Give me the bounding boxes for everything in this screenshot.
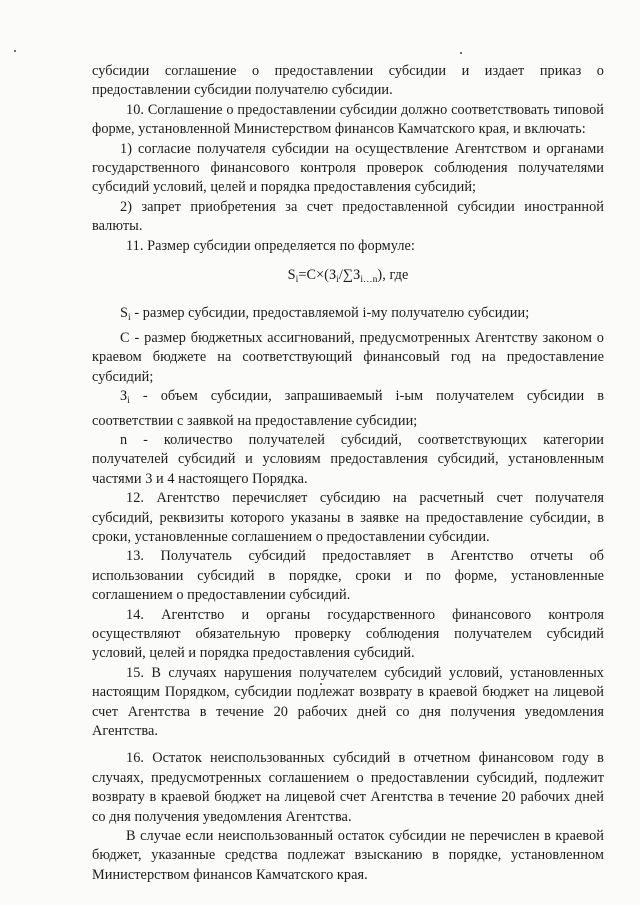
- paragraph-11: 11. Размер субсидии определяется по формуле:: [126, 237, 415, 254]
- paragraph-10-item-1: 1) согласие получателя субсидии на осуществление Агентством и органами государственного финансового контроля проверок соблюдения получателями субсидий условий, целей и порядка предоставления субсидий;: [92, 140, 604, 196]
- document-body: [92, 62, 604, 885]
- paragraph-13: 13. Получатель субсидий предоставляет в Агентство отчеты об использовании субсидий в порядке, сроки и по форме, установленные соглашением о предоставлении субсидий.: [92, 548, 604, 604]
- definition-s: [92, 304, 604, 328]
- formula-z-sub: i: [336, 275, 339, 286]
- def-z-symbol: З: [120, 388, 128, 405]
- def-s-symbol: S: [120, 305, 129, 322]
- definition-n: n - количество получателей субсидий, соответствующих категории получателей субсидий и условиям предоставления субсидий, установленным частями 3 и 4 настоящего Порядка.: [92, 431, 604, 487]
- def-z-text: - объем субсидии, запрашиваемый i-ым получателем субсидии в соответствии с заявкой на предоставление субсидии;: [92, 388, 604, 429]
- formula-mid: /∑З: [338, 267, 361, 284]
- paragraph-16: 16. Остаток неиспользованных субсидий в отчетном финансовом году в случаях, предусмотренных соглашением о предоставлении субсидий, подлежит возврату в краевой бюджет на лицевой счет Агентства в течение 20 рабочих дней со дня получения уведомления Агентства.: [92, 750, 604, 825]
- paragraph-15: 15. В случаях нарушения получателем субсидий условий, установленных настоящим Порядком, субсидии подлежат возврату в краевой бюджет на лицевой счет Агентства в течение 20 рабочих дней со дня получения уведомления Агентства.: [92, 664, 604, 739]
- formula-tail: ), где: [377, 267, 409, 284]
- scan-speck: [460, 52, 462, 54]
- subsidy-formula: [92, 266, 604, 290]
- paragraph-10: 10. Соглашение о предоставлении субсидии должно соответствовать типовой форме, установленной Министерством финансов Камчатского края, и включать:: [92, 101, 604, 138]
- formula-eq: =С×(З: [298, 267, 337, 284]
- def-z-sub: i: [127, 396, 130, 407]
- paragraph-14: 14. Агентство и органы государственного финансового контроля осуществляют обязательную проверку соблюдения получателем субсидий условий, целей и порядка предоставления субсидий.: [92, 606, 604, 662]
- definition-c: С - размер бюджетных ассигнований, предусмотренных Агентству законом о краевом бюджете на соответствующий финансовый год на предоставление субсидий;: [92, 329, 604, 385]
- formula-lhs: S: [287, 267, 296, 284]
- paragraph-continuation: субсидии соглашение о предоставлении субсидии и издает приказ о предоставлении субсидии получателю субсидии.: [92, 63, 604, 99]
- scan-speck: [14, 50, 16, 52]
- formula-lhs-sub: i: [295, 275, 299, 286]
- paragraph-10-item-2: 2) запрет приобретения за счет предоставленной субсидии иностранной валюты.: [92, 198, 604, 235]
- def-s-sub: i: [128, 313, 131, 324]
- formula-sum-sub: i…n: [360, 275, 378, 286]
- paragraph-12: 12. Агентство перечисляет субсидию на расчетный счет получателя субсидий, реквизиты которого указаны в заявке на предоставление субсидии, в сроки, установленные соглашением о предоставлении субсидии.: [92, 490, 604, 545]
- definition-z: [92, 387, 604, 431]
- def-s-text: - размер субсидии, предоставляемой i-му получателю субсидии;: [130, 305, 530, 322]
- paragraph-final: В случае если неиспользованный остаток субсидии не перечислен в краевой бюджет, указанные средства подлежат взысканию в порядке, установленном Министерством финансов Камчатского края.: [92, 828, 604, 883]
